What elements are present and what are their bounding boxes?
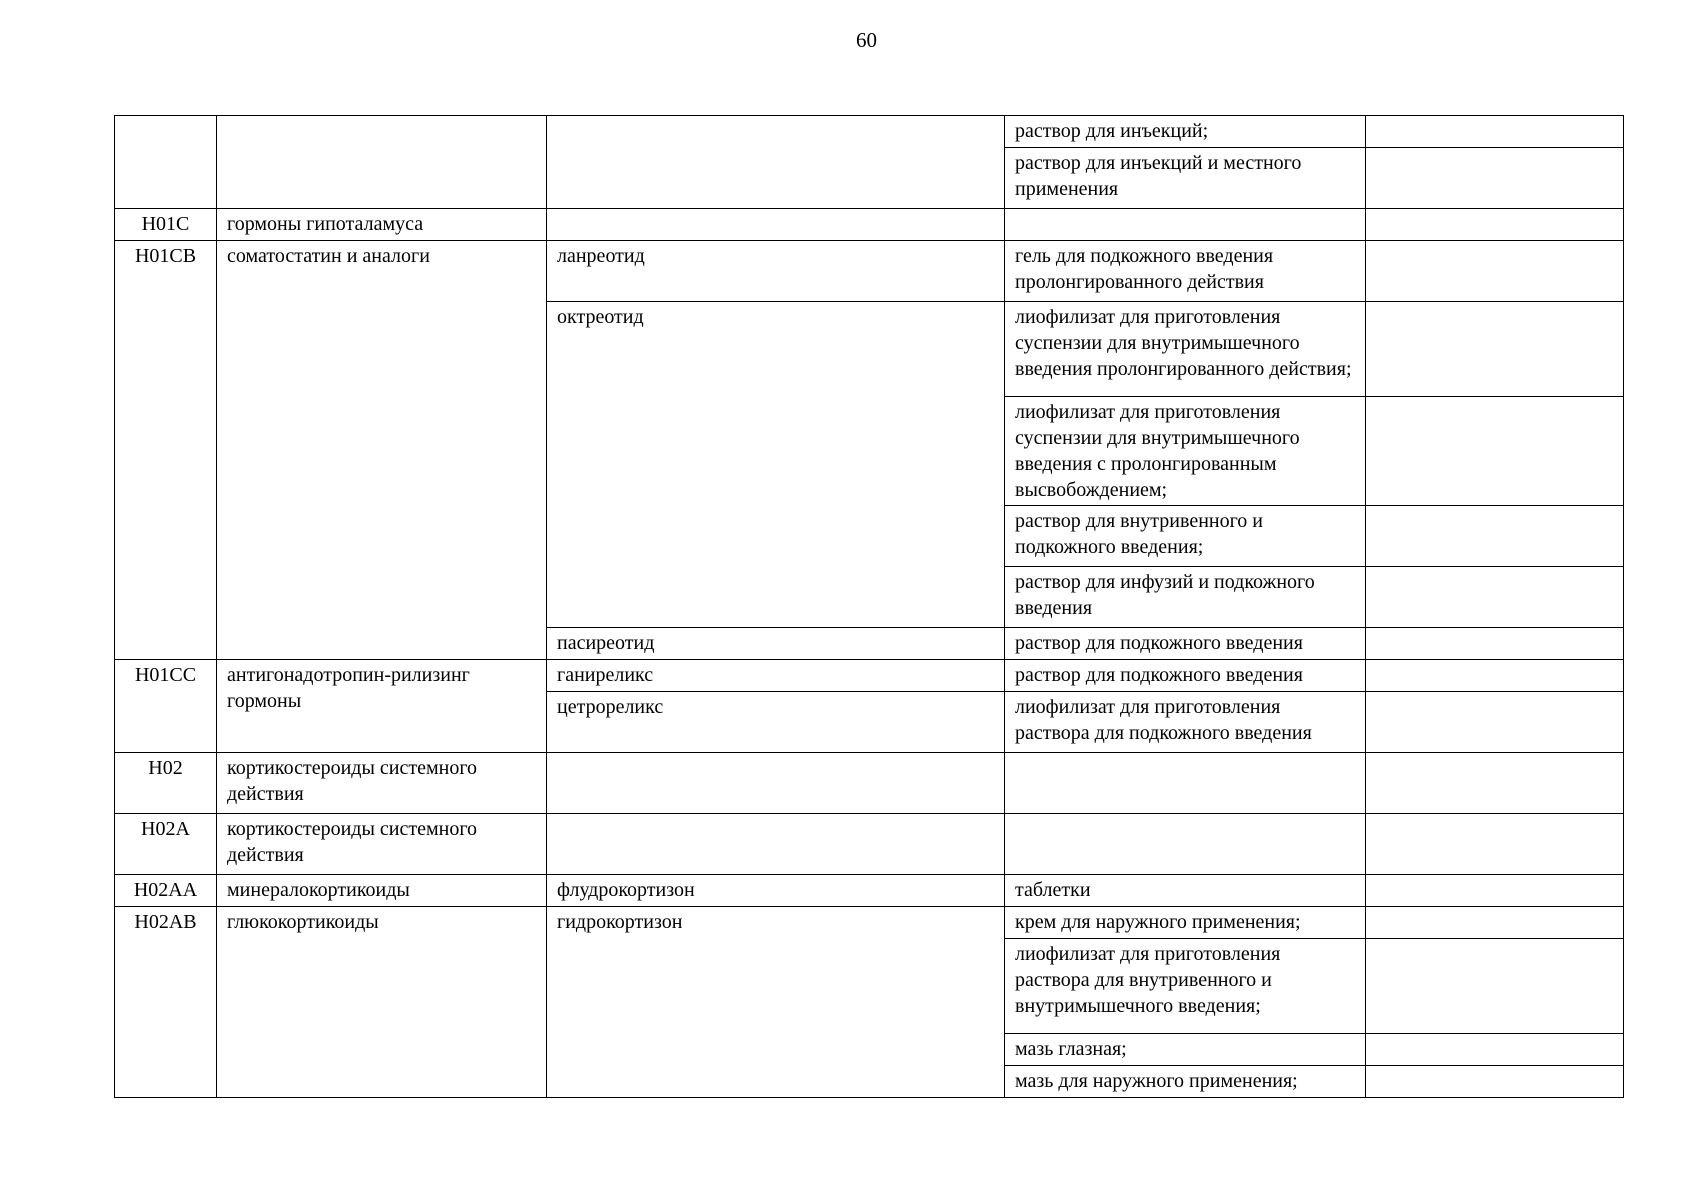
dosage-form-cell (1005, 209, 1366, 241)
group-name-cell: антигонадотропин-рилизинг гормоны (217, 660, 547, 753)
drug-name-cell (547, 753, 1005, 814)
group-name-cell: соматостатин и аналоги (217, 241, 547, 660)
drug-name-cell: ланреотид (547, 241, 1005, 302)
dosage-form-cell: лиофилизат для приготовления суспензии для внутримышечного введения с пролонгированным высвобождением; (1005, 397, 1366, 506)
dosage-form-cell: раствор для подкожного введения (1005, 628, 1366, 660)
drug-name-cell: гидрокортизон (547, 907, 1005, 1098)
extra-cell (1366, 814, 1624, 875)
extra-cell (1366, 753, 1624, 814)
atc-code-cell: H01CB (115, 241, 217, 660)
drug-name-cell: пасиреотид (547, 628, 1005, 660)
extra-cell (1366, 875, 1624, 907)
table-row (115, 660, 1624, 692)
extra-cell (1366, 1034, 1624, 1066)
drug-name-cell: октреотид (547, 302, 1005, 628)
extra-cell (1366, 939, 1624, 1034)
drug-name-cell: флудрокортизон (547, 875, 1005, 907)
dosage-form-cell: мазь глазная; (1005, 1034, 1366, 1066)
drug-name-cell: ганиреликс (547, 660, 1005, 692)
table-row (115, 814, 1624, 875)
extra-cell (1366, 907, 1624, 939)
extra-cell (1366, 148, 1624, 209)
table-row (115, 875, 1624, 907)
atc-code-cell: H02AA (115, 875, 217, 907)
drug-name-cell: цетрореликс (547, 692, 1005, 753)
drug-name-cell (547, 209, 1005, 241)
dosage-form-cell: лиофилизат для приготовления суспензии для внутримышечного введения пролонгированного действия; (1005, 302, 1366, 397)
extra-cell (1366, 302, 1624, 397)
atc-code-cell (115, 116, 217, 209)
atc-code-cell: H02A (115, 814, 217, 875)
extra-cell (1366, 506, 1624, 567)
extra-cell (1366, 397, 1624, 506)
page-number: 60 (856, 28, 877, 52)
atc-code-cell: H02 (115, 753, 217, 814)
extra-cell (1366, 660, 1624, 692)
drug-list-table (114, 115, 1624, 1098)
group-name-cell: глюкокортикоиды (217, 907, 547, 1098)
extra-cell (1366, 567, 1624, 628)
dosage-form-cell: лиофилизат для приготовления раствора для подкожного введения (1005, 692, 1366, 753)
drug-name-cell (547, 814, 1005, 875)
dosage-form-cell: раствор для внутривенного и подкожного введения; (1005, 506, 1366, 567)
extra-cell (1366, 628, 1624, 660)
extra-cell (1366, 692, 1624, 753)
dosage-form-cell: таблетки (1005, 875, 1366, 907)
atc-code-cell: H01CC (115, 660, 217, 753)
table-row (115, 209, 1624, 241)
extra-cell (1366, 241, 1624, 302)
dosage-form-cell: лиофилизат для приготовления раствора для внутривенного и внутримышечного введения; (1005, 939, 1366, 1034)
table-row (115, 241, 1624, 302)
table-row (115, 116, 1624, 148)
group-name-cell: кортикостероиды системного действия (217, 753, 547, 814)
dosage-form-cell: гель для подкожного введения пролонгированного действия (1005, 241, 1366, 302)
group-name-cell: кортикостероиды системного действия (217, 814, 547, 875)
extra-cell (1366, 1066, 1624, 1098)
atc-code-cell: H02AB (115, 907, 217, 1098)
dosage-form-cell: раствор для инфузий и подкожного введения (1005, 567, 1366, 628)
dosage-form-cell: раствор для инъекций; (1005, 116, 1366, 148)
extra-cell (1366, 209, 1624, 241)
extra-cell (1366, 116, 1624, 148)
group-name-cell: гормоны гипоталамуса (217, 209, 547, 241)
dosage-form-cell (1005, 814, 1366, 875)
atc-code-cell: H01C (115, 209, 217, 241)
dosage-form-cell (1005, 753, 1366, 814)
dosage-form-cell: крем для наружного применения; (1005, 907, 1366, 939)
dosage-form-cell: раствор для инъекций и местного применения (1005, 148, 1366, 209)
dosage-form-cell: раствор для подкожного введения (1005, 660, 1366, 692)
table-row (115, 907, 1624, 939)
drug-name-cell (547, 116, 1005, 209)
dosage-form-cell: мазь для наружного применения; (1005, 1066, 1366, 1098)
table-row (115, 753, 1624, 814)
group-name-cell (217, 116, 547, 209)
group-name-cell: минералокортикоиды (217, 875, 547, 907)
